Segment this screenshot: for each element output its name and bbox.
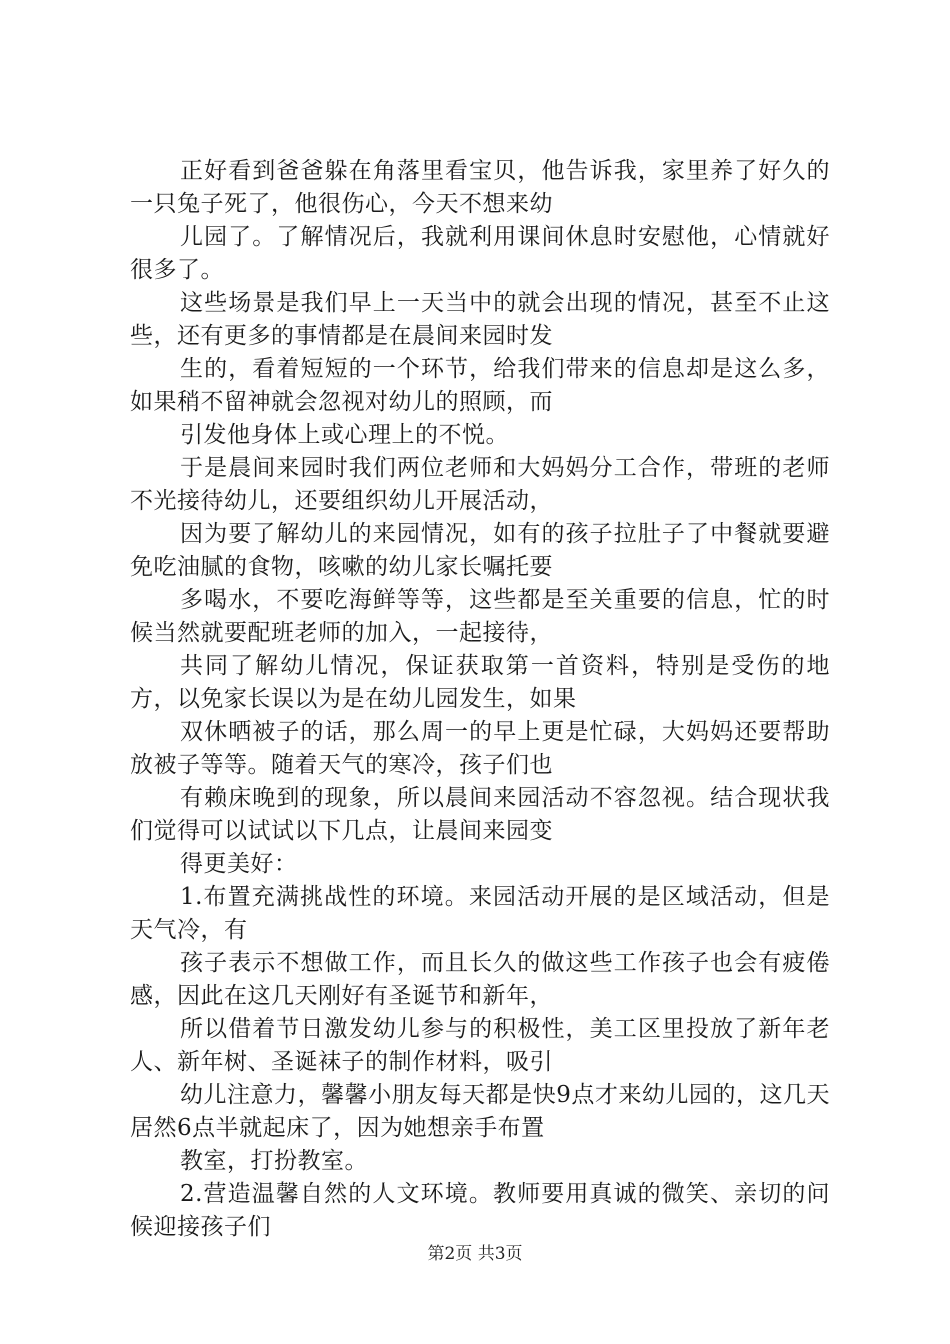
paragraph: 于是晨间来园时我们两位老师和大妈妈分工合作，带班的老师不光接待幼儿，还要组织幼儿开展活动，: [130, 455, 830, 514]
paragraph: 1.布置充满挑战性的环境。来园活动开展的是区域活动，但是天气冷，有: [130, 884, 830, 943]
paragraph: 共同了解幼儿情况，保证获取第一首资料，特别是受伤的地方，以免家长误以为是在幼儿园发生，如果: [130, 653, 830, 712]
paragraph: 所以借着节日激发幼儿参与的积极性，美工区里投放了新年老人、新年树、圣诞袜子的制作材料，吸引: [130, 1016, 830, 1075]
paragraph: 多喝水，不要吃海鲜等等，这些都是至关重要的信息，忙的时候当然就要配班老师的加入，一起接待，: [130, 587, 830, 646]
paragraph: 正好看到爸爸躲在角落里看宝贝，他告诉我，家里养了好久的一只兔子死了，他很伤心，今天不想来幼: [130, 158, 830, 217]
paragraph: 这些场景是我们早上一天当中的就会出现的情况，甚至不止这些，还有更多的事情都是在晨间来园时发: [130, 290, 830, 349]
paragraph: 生的，看着短短的一个环节，给我们带来的信息却是这么多，如果稍不留神就会忽视对幼儿的照顾，而: [130, 356, 830, 415]
paragraph: 儿园了。了解情况后，我就利用课间休息时安慰他，心情就好很多了。: [130, 224, 830, 283]
paragraph: 教室，打扮教室。: [180, 1148, 368, 1174]
paragraph: 引发他身体上或心理上的不悦。: [180, 422, 509, 448]
document-body: [130, 155, 830, 1244]
page-footer: 第2页 共3页: [427, 1244, 523, 1264]
paragraph: 2.营造温馨自然的人文环境。教师要用真诚的微笑、亲切的问候迎接孩子们: [130, 1181, 830, 1240]
paragraph: 因为要了解幼儿的来园情况，如有的孩子拉肚子了中餐就要避免吃油腻的食物，咳嗽的幼儿家长嘱托要: [130, 521, 830, 580]
paragraph: 双休晒被子的话，那么周一的早上更是忙碌，大妈妈还要帮助放被子等等。随着天气的寒冷，孩子们也: [130, 719, 830, 778]
paragraph: 幼儿注意力，馨馨小朋友每天都是快9点才来幼儿园的，这几天居然6点半就起床了，因为她想亲手布置: [130, 1082, 830, 1141]
paragraph: 有赖床晚到的现象，所以晨间来园活动不容忽视。结合现状我们觉得可以试试以下几点，让晨间来园变: [130, 785, 830, 844]
paragraph: 孩子表示不想做工作，而且长久的做这些工作孩子也会有疲倦感，因此在这几天刚好有圣诞节和新年，: [130, 950, 830, 1009]
paragraph: 得更美好：: [180, 851, 298, 877]
